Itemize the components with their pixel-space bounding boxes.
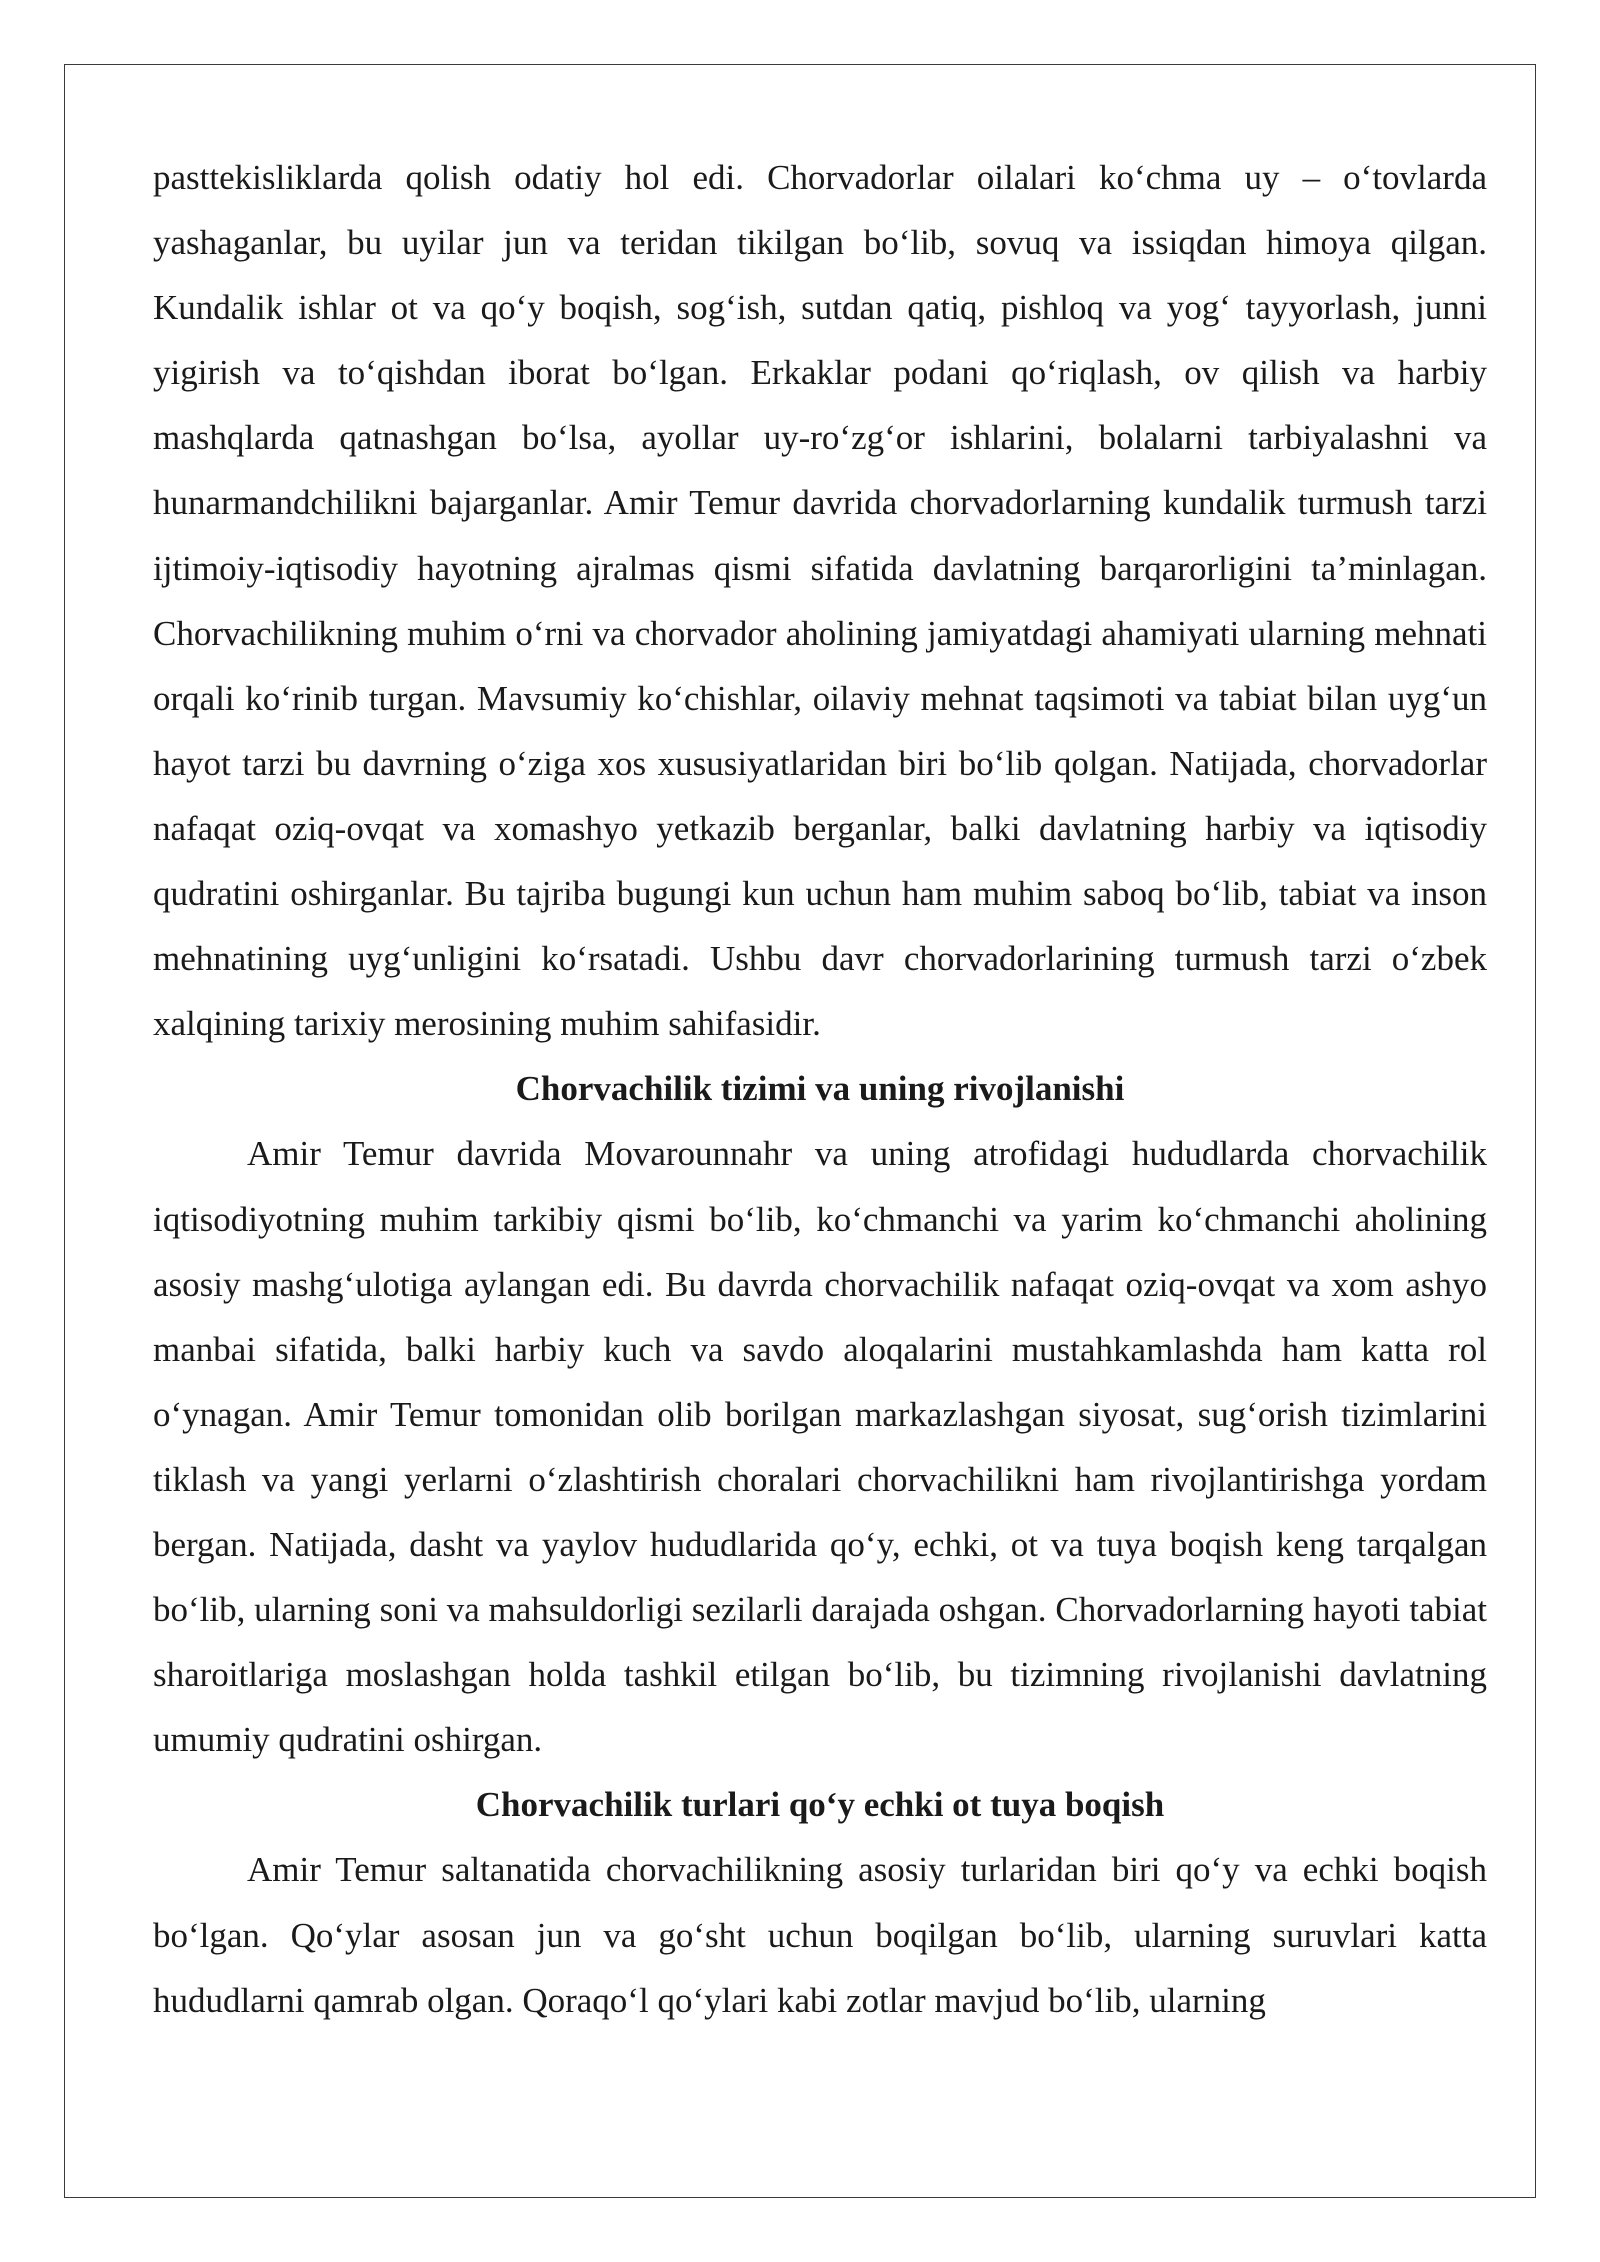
- body-paragraph: Amir Temur davrida Movarounnahr va uning atrofidagi hududlarda chorvachilik iqtisodiyotning muhim tarkibiy qismi bo‘lib, ko‘chmanchi va yarim ko‘chmanchi aholining asosiy mashg‘ulotiga aylangan edi. Bu davrda chorvachilik nafaqat oziq-ovqat va xom ashyo manbai sifatida, balki harbiy kuch va savdo aloqalarini mustahkamlashda ham katta rol o‘ynagan. Amir Temur tomonidan olib borilgan markazlashgan siyosat, sug‘orish tizimlarini tiklash va yangi yerlarni o‘zlashtirish choralari chorvachilikni ham rivojlantirishga yordam bergan. Natijada, dasht va yaylov hududlarida qo‘y, echki, ot va tuya boqish keng tarqalgan bo‘lib, ularning soni va mahsuldorligi sezilarli darajada oshgan. Chorvadorlarning hayoti tabiat sharoitlariga moslashgan holda tashkil etilgan bo‘lib, bu tizimning rivojlanishi davlatning umumiy qudratini oshirgan.: [153, 1134, 1487, 1760]
- section-heading: Chorvachilik tizimi va uning rivojlanishi: [515, 1069, 1125, 1109]
- document-body: [153, 145, 1487, 2033]
- body-paragraph: pasttekisliklarda qolish odatiy hol edi. Chorvadorlar oilalari ko‘chma uy – o‘tovlarda yashaganlar, bu uyilar jun va teridan tikilgan bo‘lib, sovuq va issiqdan himoya qilgan. Kundalik ishlar ot va qo‘y boqish, sog‘ish, sutdan qatiq, pishloq va yog‘ tayyorlash, junni yigirish va to‘qishdan iborat bo‘lgan. Erkaklar podani qo‘riqlash, ov qilish va harbiy mashqlarda qatnashgan bo‘lsa, ayollar uy-ro‘zg‘or ishlarini, bolalarni tarbiyalashni va hunarmandchilikni bajarganlar. Amir Temur davrida chorvadorlarning kundalik turmush tarzi ijtimoiy-iqtisodiy hayotning ajralmas qismi sifatida davlatning barqarorligini ta’minlagan. Chorvachilikning muhim o‘rni va chorvador aholining jamiyatdagi ahamiyati ularning mehnati orqali ko‘rinib turgan. Mavsumiy ko‘chishlar, oilaviy mehnat taqsimoti va tabiat bilan uyg‘un hayot tarzi bu davrning o‘ziga xos xususiyatlaridan biri bo‘lib qolgan. Natijada, chorvadorlar nafaqat oziq-ovqat va xomashyo yetkazib berganlar, balki davlatning harbiy va iqtisodiy qudratini oshirganlar. Bu tajriba bugungi kun uchun ham muhim saboq bo‘lib, tabiat va inson mehnatining uyg‘unligini ko‘rsatadi. Ushbu davr chorvadorlarining turmush tarzi o‘zbek xalqining tarixiy merosining muhim sahifasidir.: [153, 158, 1487, 1044]
- section-heading: Chorvachilik turlari qo‘y echki ot tuya boqish: [475, 1785, 1165, 1825]
- body-paragraph: Amir Temur saltanatida chorvachilikning asosiy turlaridan biri qo‘y va echki boqish bo‘lgan. Qo‘ylar asosan jun va go‘sht uchun boqilgan bo‘lib, ularning suruvlari katta hududlarni qamrab olgan. Qoraqo‘l qo‘ylari kabi zotlar mavjud bo‘lib, ularning: [153, 1850, 1487, 2020]
